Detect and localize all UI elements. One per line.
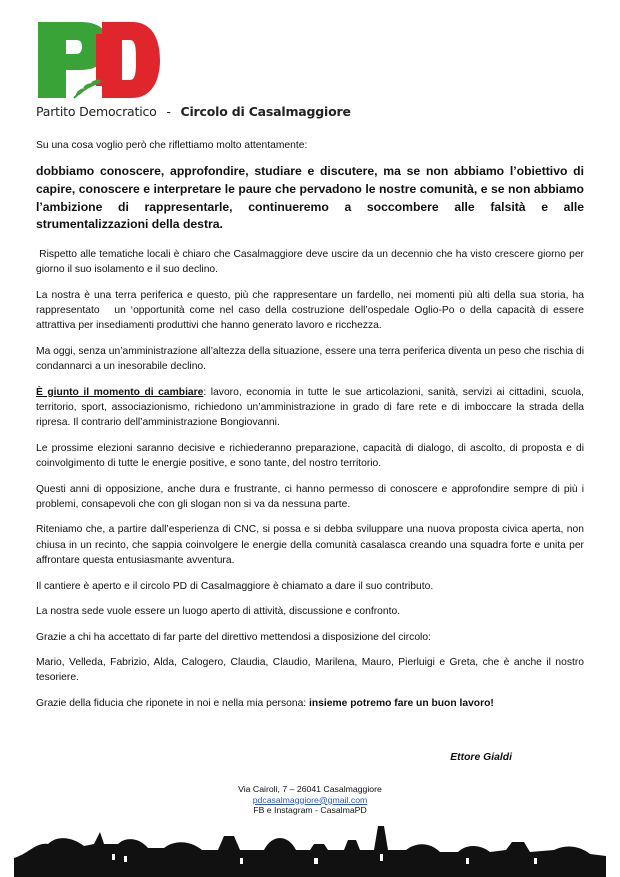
paragraph-8: Il cantiere è aperto e il circolo PD di Casalmaggiore è chiamato a dare il suo contributo. bbox=[36, 580, 434, 592]
letterhead bbox=[36, 20, 476, 120]
paragraph-3: Ma oggi, senza un’amministrazione all’altezza della situazione, essere una terra periferica diventa un peso che rischia di condannarci a un inesorabile declino. bbox=[36, 345, 584, 373]
paragraph-6: Questi anni di opposizione, anche dura e frustrante, ci hanno permesso di conoscere e approfondire sempre di più i problemi, consapevoli che con gli slogan non si va da nessuna parte. bbox=[36, 483, 584, 511]
paragraph-12-bold: insieme potremo fare un buon lavoro! bbox=[309, 697, 494, 709]
party-word-2: Democratico bbox=[79, 104, 157, 119]
logo-letter-d bbox=[96, 22, 160, 98]
paragraph-2: La nostra è una terra periferica e questo, più che rappresentare un fardello, nei momenti più alti della sua storia, ha rappresentato un ‘opportunità come nel caso della costruzione dell’ospedale Oglio-Po o della capacità di essere attrattiva per insediamenti produttivi che hanno generato lavoro e ricchezza. bbox=[36, 289, 587, 332]
intro-paragraph: Su una cosa voglio però che riflettiamo molto attentamente: bbox=[36, 140, 308, 151]
circle-name: Circolo di Casalmaggiore bbox=[180, 104, 351, 119]
paragraph-4 bbox=[36, 385, 584, 431]
footer-email-link[interactable]: pdcasalmaggiore@gmail.com bbox=[252, 794, 368, 805]
signature: Ettore Gialdi bbox=[450, 752, 512, 763]
paragraph-9: La nostra sede vuole essere un luogo aperto di attività, discussione e confronto. bbox=[36, 606, 401, 618]
town-skyline-illustration bbox=[14, 814, 606, 877]
lead-paragraph: dobbiamo conoscere, approfondire, studiare e discutere, ma se non abbiamo l’obiettivo di capire, conoscere e interpretare le paure che pervadono le nostre comunità, e se non abbiamo l’ambizione di rappresentarle, continueremo a soccombere alle falsità e alle strumentalizzazioni della destra. bbox=[36, 164, 584, 232]
paragraph-12 bbox=[36, 696, 584, 711]
paragraph-1: Rispetto alle tematiche locali è chiaro che Casalmaggiore deve uscire da un decennio che ha visto crescere giorno per giorno il suo isolamento e il suo declino. bbox=[36, 248, 587, 276]
party-word-1: Partito bbox=[36, 104, 76, 119]
pd-logo bbox=[36, 20, 162, 100]
paragraph-4-emphasis: È giunto il momento di cambiare bbox=[36, 386, 204, 398]
paragraph-12-text: Grazie della fiducia che riponete in noi e nella mia persona: bbox=[36, 697, 310, 709]
party-name bbox=[36, 104, 351, 119]
paragraph-5: Le prossime elezioni saranno decisive e richiederanno preparazione, capacità di dialogo, di ascolto, di proposta e di coinvolgimento di tutte le energie positive, e sono tante, del nostro territorio. bbox=[36, 442, 584, 470]
footer-address: Via Cairoli, 7 – 26041 Casalmaggiore bbox=[238, 784, 382, 794]
paragraph-11: Mario, Velleda, Fabrizio, Alda, Calogero, Claudia, Claudio, Marilena, Mauro, Pierluigi e Greta, che è anche il nostro tesoriere. bbox=[36, 656, 584, 684]
paragraph-4-text: : lavoro, economia in tutte le sue articolazioni, sanità, servizi ai cittadini, scuola, territorio, sport, associazionismo, richiedono un’amministrazione in grado di fare rete e di imboccare la strada della ripresa. Il contrario dell’amministrazione Bongiovanni. bbox=[36, 386, 584, 429]
paragraph-10: Grazie a chi ha accettato di far parte del direttivo mettendosi a disposizione del circolo: bbox=[36, 631, 431, 643]
header-separator: - bbox=[166, 104, 171, 119]
footer-social: FB e Instagram - CasalmaPD bbox=[253, 805, 367, 816]
paragraph-7: Riteniamo che, a partire dall’esperienza di CNC, si possa e si debba sviluppare una nuova proposta civica aperta, non chiusa in un recinto, che sappia coinvolgere le energie della comunità casalasca creando una squadra forte e unita per affrontare questa entusiasmante avventura. bbox=[36, 524, 584, 567]
footer bbox=[0, 784, 620, 816]
letter-body bbox=[36, 138, 587, 721]
